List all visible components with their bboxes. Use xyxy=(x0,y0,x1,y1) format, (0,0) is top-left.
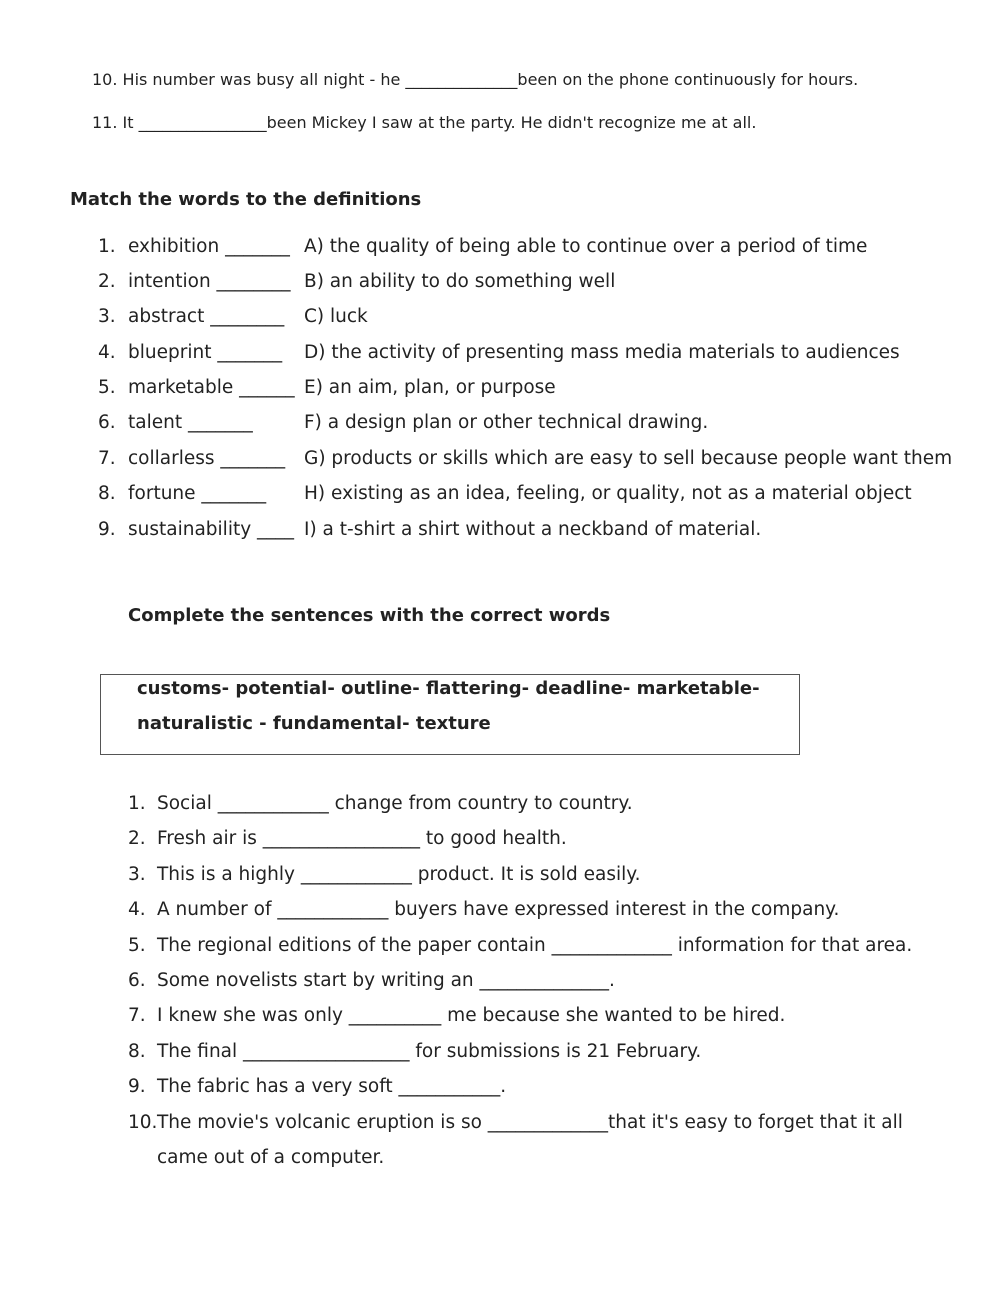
match-word: sustainability ____ xyxy=(128,519,295,540)
match-word: fortune _______ xyxy=(128,483,267,504)
match-number: 4. xyxy=(98,342,116,363)
match-definition: C) luck xyxy=(304,306,368,327)
sentence-text: The regional editions of the paper contain _____________ information for that area. xyxy=(157,935,913,956)
sentence-number: 1. xyxy=(128,793,146,814)
match-word: collarless _______ xyxy=(128,448,286,469)
match-number: 2. xyxy=(98,271,116,292)
sentence-text: Fresh air is _________________ to good health. xyxy=(157,828,567,849)
sentence-text: The movie's volcanic eruption is so _____________that it's easy to forget that it all xyxy=(157,1112,903,1133)
match-word: blueprint _______ xyxy=(128,342,283,363)
sentence-number: 6. xyxy=(128,970,146,991)
sentence-text: Some novelists start by writing an ______________. xyxy=(157,970,615,991)
match-definition: B) an ability to do something well xyxy=(304,271,616,292)
sentence-text: The fabric has a very soft ___________. xyxy=(157,1076,507,1097)
word-bank-line: customs- potential- outline- flattering- deadline- marketable- xyxy=(137,678,760,699)
match-word: intention ________ xyxy=(128,271,291,292)
match-definition: F) a design plan or other technical drawing. xyxy=(304,412,709,433)
sentence-number: 10. xyxy=(128,1112,158,1133)
sentence-continuation: came out of a computer. xyxy=(157,1147,385,1168)
match-word: talent _______ xyxy=(128,412,253,433)
match-number: 3. xyxy=(98,306,116,327)
match-heading: Match the words to the definitions xyxy=(70,189,422,210)
match-definition: D) the activity of presenting mass media materials to audiences xyxy=(304,342,900,363)
match-number: 7. xyxy=(98,448,116,469)
sentence-number: 2. xyxy=(128,828,146,849)
sentence-text: This is a highly ____________ product. It is sold easily. xyxy=(157,864,641,885)
sentence-item-11: 11. It ________________been Mickey I saw at the party. He didn't recognize me at all. xyxy=(92,113,757,132)
match-word: marketable ______ xyxy=(128,377,295,398)
match-number: 8. xyxy=(98,483,116,504)
sentence-number: 4. xyxy=(128,899,146,920)
match-number: 9. xyxy=(98,519,116,540)
sentence-number: 7. xyxy=(128,1005,146,1026)
sentence-number: 9. xyxy=(128,1076,146,1097)
complete-heading: Complete the sentences with the correct words xyxy=(128,605,611,626)
sentence-number: 3. xyxy=(128,864,146,885)
match-word: abstract ________ xyxy=(128,306,285,327)
sentence-text: The final __________________ for submissions is 21 February. xyxy=(157,1041,702,1062)
sentence-text: A number of ____________ buyers have expressed interest in the company. xyxy=(157,899,840,920)
match-number: 6. xyxy=(98,412,116,433)
sentence-text: I knew she was only __________ me because she wanted to be hired. xyxy=(157,1005,786,1026)
match-number: 5. xyxy=(98,377,116,398)
match-definition: I) a t-shirt a shirt without a neckband of material. xyxy=(304,519,762,540)
match-definition: A) the quality of being able to continue over a period of time xyxy=(304,236,868,257)
sentence-text: Social ____________ change from country to country. xyxy=(157,793,633,814)
match-definition: E) an aim, plan, or purpose xyxy=(304,377,556,398)
match-definition: G) products or skills which are easy to sell because people want them xyxy=(304,448,953,469)
match-definition: H) existing as an idea, feeling, or quality, not as a material object xyxy=(304,483,912,504)
match-number: 1. xyxy=(98,236,116,257)
word-bank-box xyxy=(100,674,800,755)
sentence-item-10: 10. His number was busy all night - he ______________been on the phone continuously for hours. xyxy=(92,70,859,89)
sentence-number: 5. xyxy=(128,935,146,956)
word-bank-line: naturalistic - fundamental- texture xyxy=(137,713,491,734)
sentence-number: 8. xyxy=(128,1041,146,1062)
match-word: exhibition _______ xyxy=(128,236,290,257)
